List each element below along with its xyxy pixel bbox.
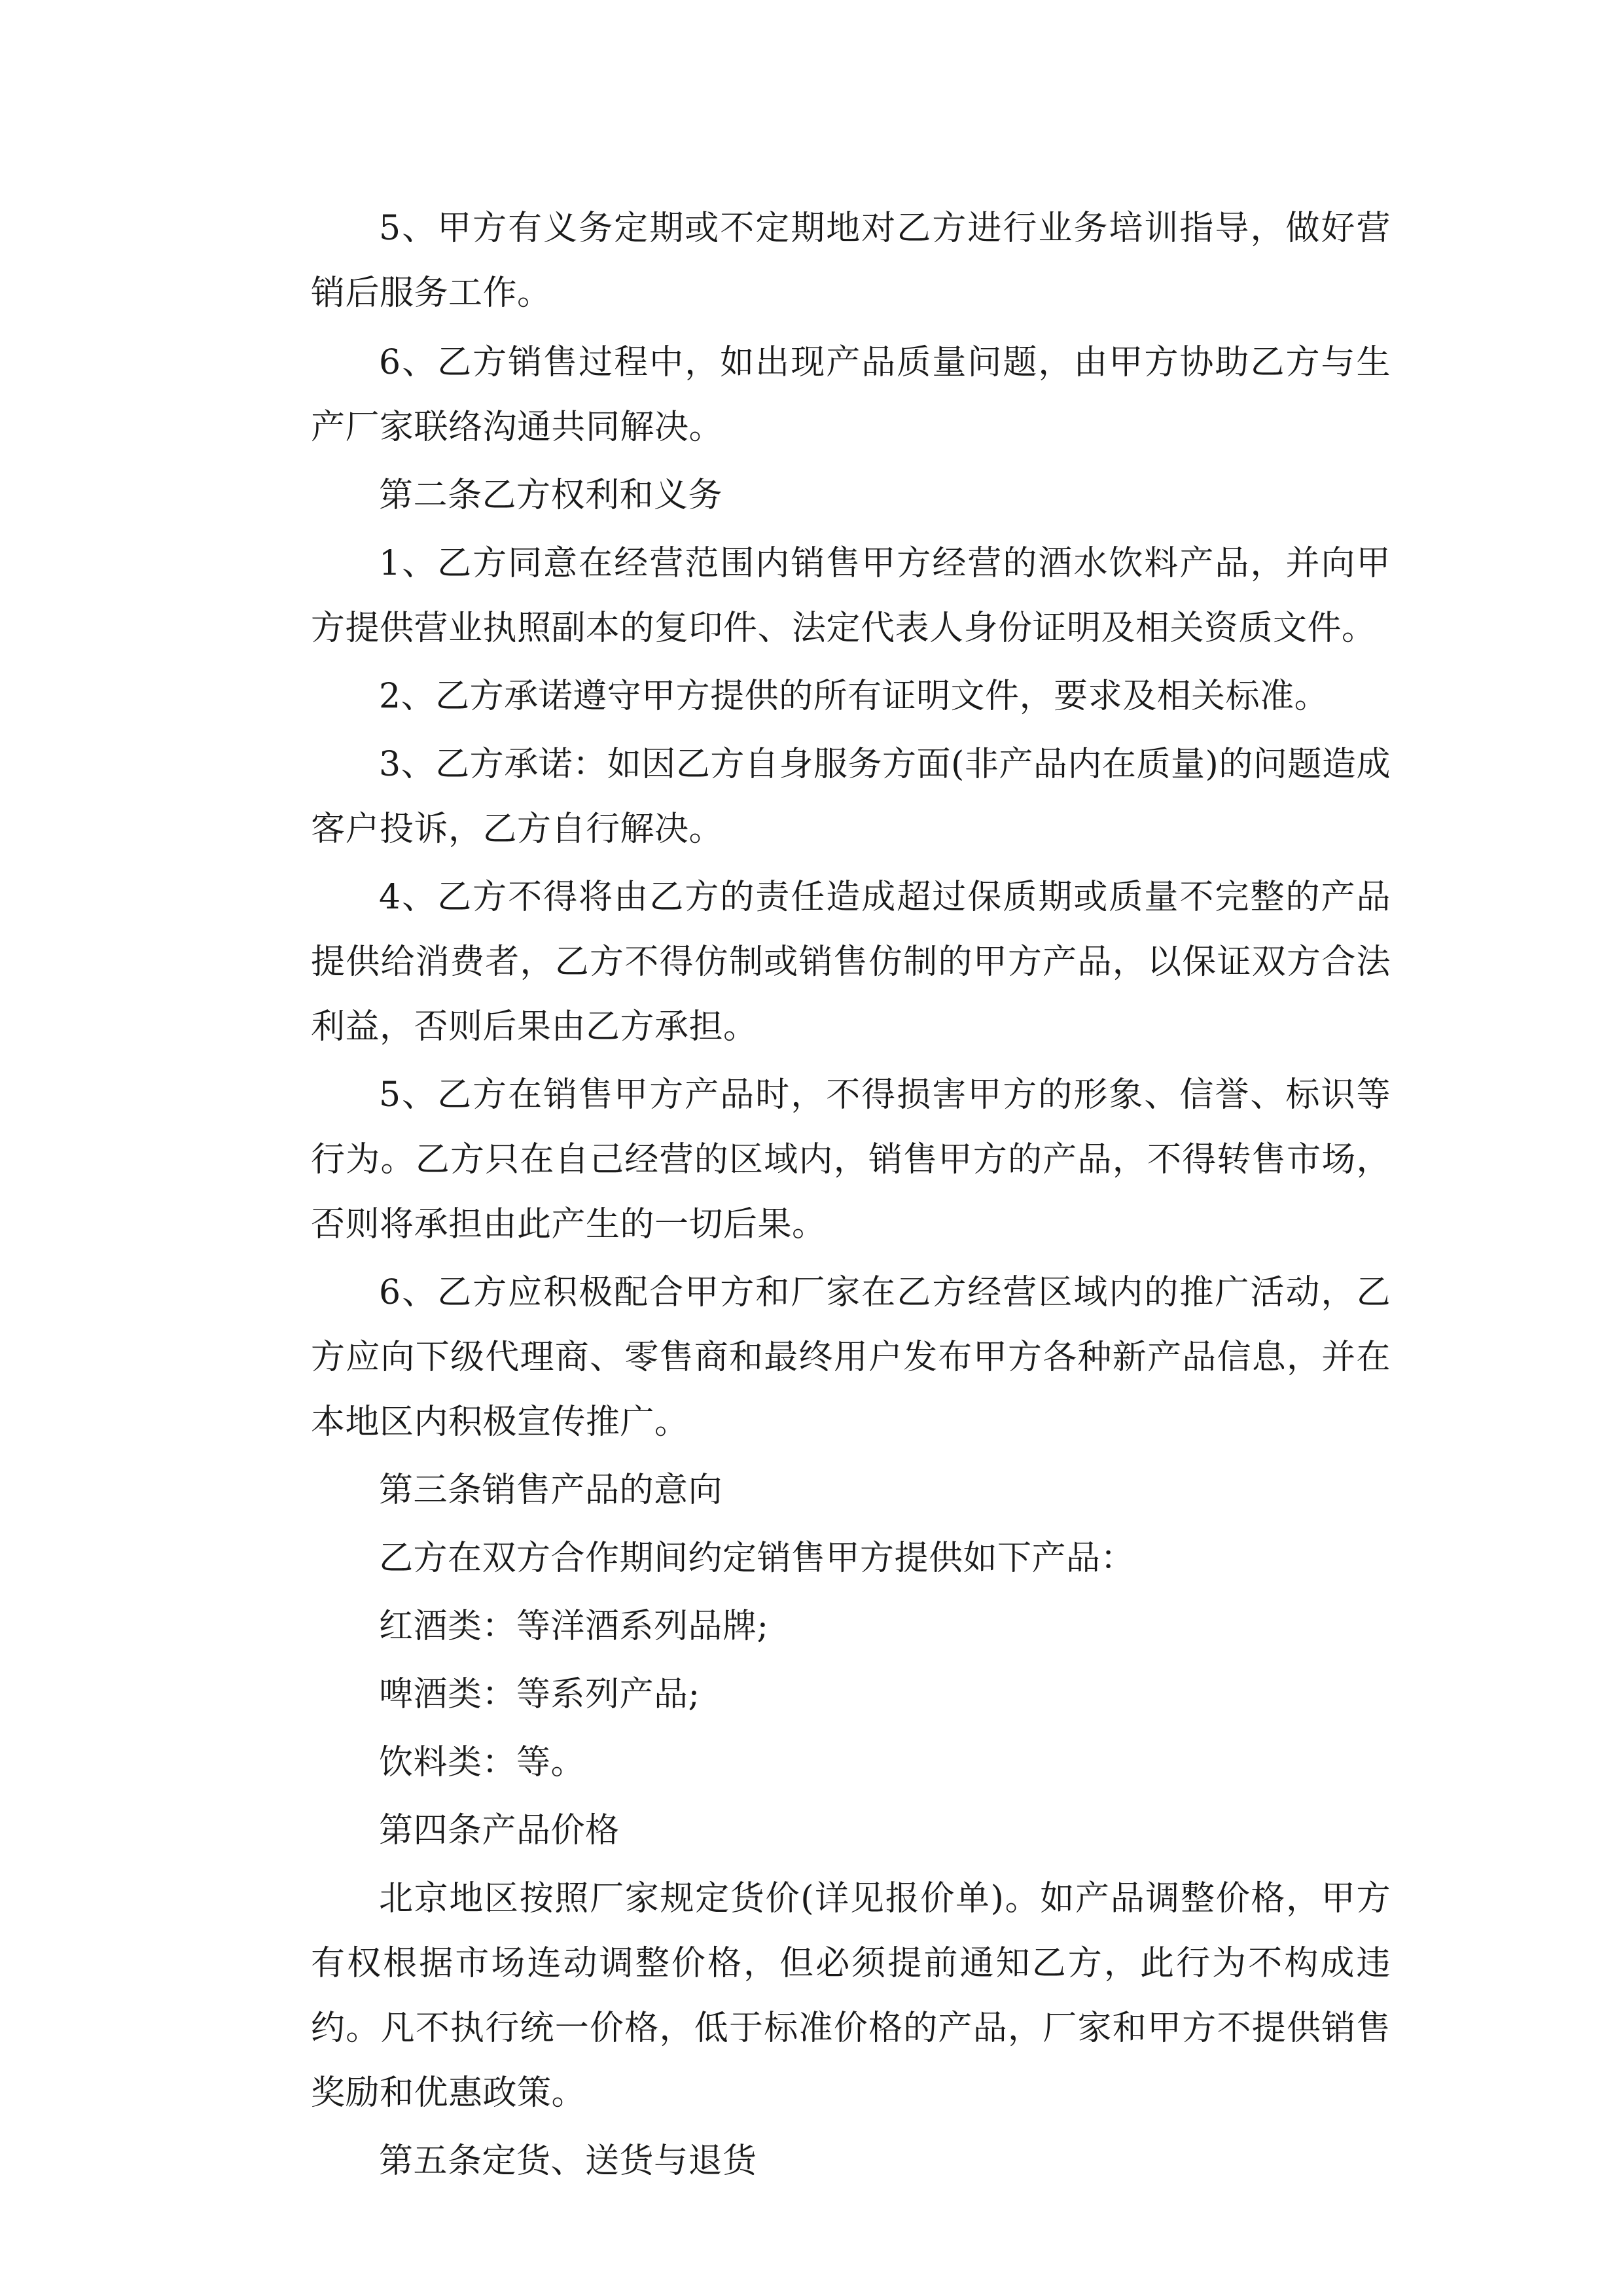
paragraph-product-intent: 乙方在双方合作期间约定销售甲方提供如下产品： [379, 1539, 1135, 1578]
heading-article-3: 第三条销售产品的意向 [379, 1471, 723, 1510]
heading-article-4: 第四条产品价格 [379, 1811, 620, 1850]
paragraph-party-b-obligation-3: 3、乙方承诺：如因乙方自身服务方面(非产品内在质量)的问题造成客户投诉，乙方自行解决。 [311, 745, 1391, 849]
heading-article-2: 第二条乙方权利和义务 [379, 476, 723, 515]
paragraph-party-b-obligation-4: 4、乙方不得将由乙方的责任造成超过保质期或质量不完整的产品提供给消费者，乙方不得仿制或销售仿制的甲方产品，以保证双方合法利益，否则后果由乙方承担。 [311, 878, 1391, 1047]
heading-article-5: 第五条定货、送货与退货 [379, 2142, 757, 2181]
paragraph-party-b-obligation-6: 6、乙方应积极配合甲方和厂家在乙方经营区域内的推广活动，乙方应向下级代理商、零售商和最终用户发布甲方各种新产品信息，并在本地区内积极宣传推广。 [311, 1273, 1391, 1442]
paragraph-beverage: 饮料类：等。 [379, 1743, 586, 1782]
paragraph-party-b-obligation-2: 2、乙方承诺遵守甲方提供的所有证明文件，要求及相关标准。 [379, 677, 1329, 716]
paragraph-product-price: 北京地区按照厂家规定货价(详见报价单)。如产品调整价格，甲方有权根据市场连动调整价格，但必须提前通知乙方，此行为不构成违约。凡不执行统一价格，低于标准价格的产品，厂家和甲方不提供销售奖励和优惠政策。 [311, 1879, 1391, 2113]
paragraph-party-a-obligation-5: 5、甲方有义务定期或不定期地对乙方进行业务培训指导，做好营销后服务工作。 [311, 209, 1391, 313]
paragraph-party-b-obligation-1: 1、乙方同意在经营范围内销售甲方经营的酒水饮料产品，并向甲方提供营业执照副本的复印件、法定代表人身份证明及相关资质文件。 [311, 544, 1391, 648]
paragraph-red-wine: 红酒类：等洋酒系列品牌; [379, 1607, 769, 1646]
paragraph-party-a-obligation-6: 6、乙方销售过程中，如出现产品质量问题，由甲方协助乙方与生产厂家联络沟通共同解决。 [311, 343, 1391, 447]
paragraph-beer: 啤酒类：等系列产品; [379, 1675, 700, 1714]
document-body [311, 196, 1391, 2194]
paragraph-party-b-obligation-5: 5、乙方在销售甲方产品时，不得损害甲方的形象、信誉、标识等行为。乙方只在自己经营的区域内，销售甲方的产品，不得转售市场，否则将承担由此产生的一切后果。 [311, 1075, 1391, 1244]
